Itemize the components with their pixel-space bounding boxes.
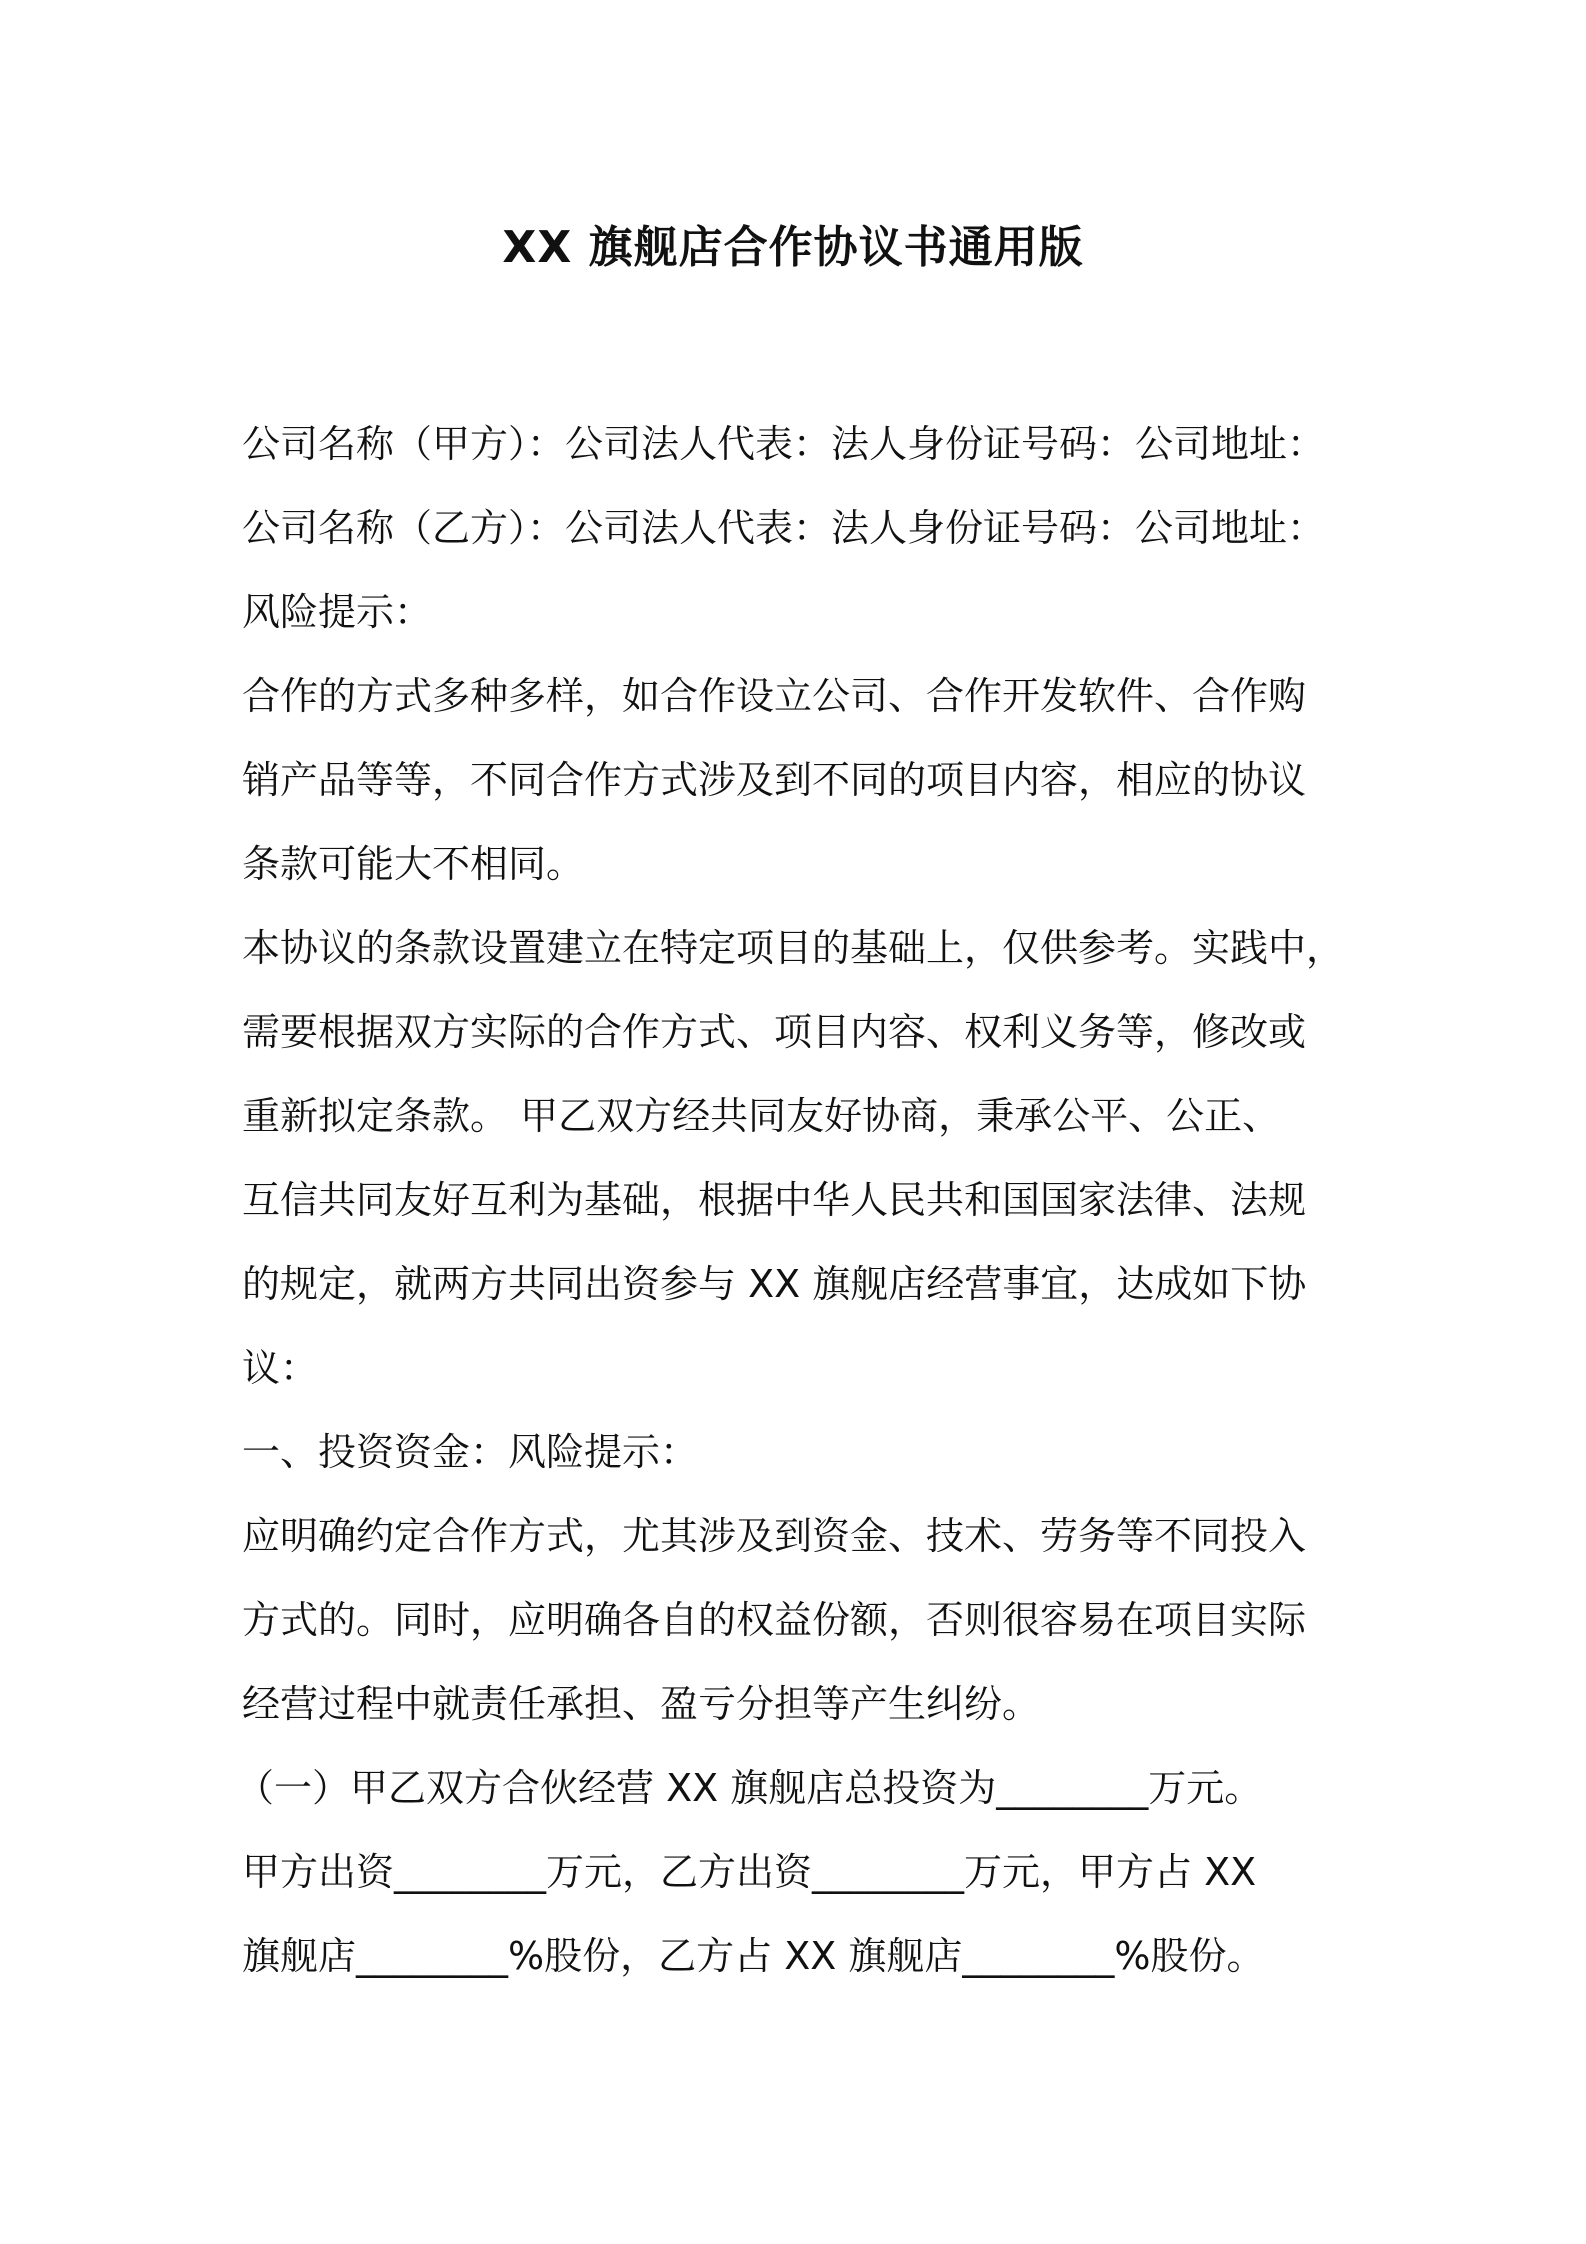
section-heading: 一、投资资金：风险提示： [242,1430,699,1474]
text-line: 应明确约定合作方式，尤其涉及到资金、技术、劳务等不同投入 [242,1514,1307,1558]
text-line: 销产品等等，不同合作方式涉及到不同的项目内容，相应的协议 [242,758,1307,802]
clause-line: （一）甲乙双方合伙经营 XX 旗舰店总投资为________万元。 [236,1766,1263,1810]
text-line: 条款可能大不相同。 [242,842,585,886]
clause-line: 甲方出资________万元，乙方出资________万元，甲方占 XX [242,1850,1257,1894]
text-line: 合作的方式多种多样，如合作设立公司、合作开发软件、合作购 [242,674,1307,718]
text-line: 方式的。同时，应明确各自的权益份额，否则很容易在项目实际 [242,1598,1307,1642]
text-line: 重新拟定条款。 甲乙双方经共同友好协商，秉承公平、公正、 [242,1094,1281,1138]
document-body [236,402,1352,1998]
text-line: 互信共同友好互利为基础，根据中华人民共和国国家法律、法规 [242,1178,1307,1222]
text-line: 本协议的条款设置建立在特定项目的基础上，仅供参考。实践中， [242,926,1345,970]
party-a-info: 公司名称（甲方）：公司法人代表：法人身份证号码：公司地址： [242,422,1326,466]
text-line: 需要根据双方实际的合作方式、项目内容、权利义务等，修改或 [242,1010,1307,1054]
text-line: 议： [242,1346,319,1390]
text-line: 经营过程中就责任承担、盈亏分担等产生纠纷。 [242,1682,1041,1726]
text-line: 的规定，就两方共同出资参与 XX 旗舰店经营事宜，达成如下协 [242,1262,1307,1306]
clause-line: 旗舰店________%股份，乙方占 XX 旗舰店________%股份。 [242,1934,1265,1978]
party-b-info: 公司名称（乙方）：公司法人代表：法人身份证号码：公司地址： [242,506,1326,550]
risk-notice-heading: 风险提示： [242,590,433,634]
document-title: XX 旗舰店合作协议书通用版 [502,222,1084,273]
